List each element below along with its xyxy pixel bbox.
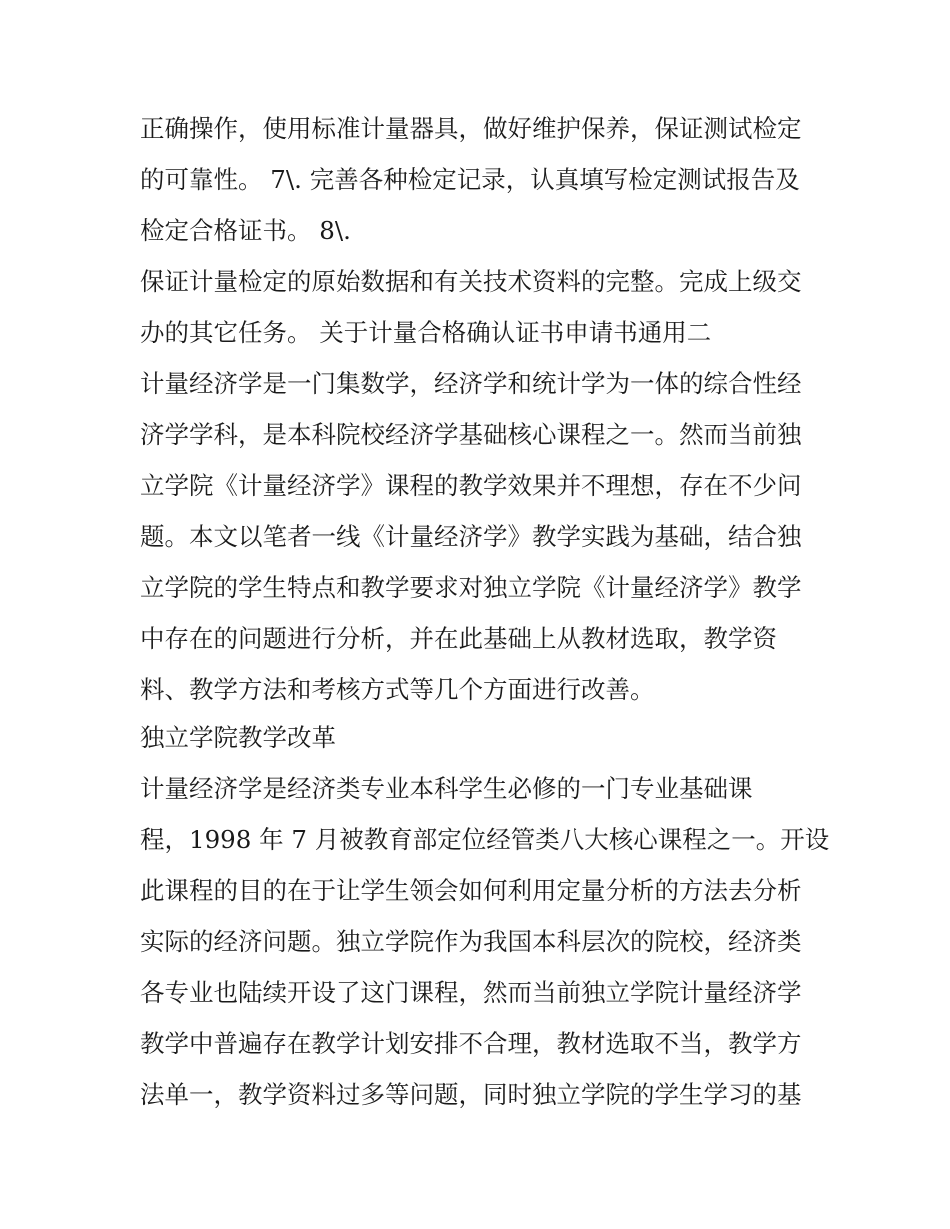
text-line: 济学学科，是本科院校经济学基础核心课程之一。然而当前独 — [140, 420, 802, 449]
text-line: 教学中普遍存在教学计划安排不合理，教材选取不当，教学方 — [140, 1029, 802, 1058]
text-line: 程，1998 年 7 月被教育部定位经管类八大核心课程之一。开设 — [140, 825, 830, 854]
text-line: 的可靠性。 7\. 完善各种检定记录，认真填写检定测试报告及 — [140, 165, 800, 194]
text-line: 实际的经济问题。独立学院作为我国本科层次的院校，经济类 — [140, 927, 802, 956]
section-heading: 独立学院教学改革 — [140, 723, 336, 752]
text-line: 计量经济学是经济类专业本科学生必修的一门专业基础课 — [140, 774, 753, 803]
text-line: 立学院的学生特点和教学要求对独立学院《计量经济学》教学 — [140, 573, 802, 602]
text-line: 计量经济学是一门集数学，经济学和统计学为一体的综合性经 — [140, 369, 802, 398]
text-line: 法单一，教学资料过多等问题，同时独立学院的学生学习的基 — [140, 1080, 802, 1109]
text-line: 各专业也陆续开设了这门课程，然而当前独立学院计量经济学 — [140, 978, 802, 1007]
text-line: 检定合格证书。 8\. — [140, 216, 351, 245]
text-line: 料、教学方法和考核方式等几个方面进行改善。 — [140, 675, 655, 704]
text-line: 题。本文以笔者一线《计量经济学》教学实践为基础，结合独 — [140, 522, 802, 551]
text-line: 办的其它任务。 关于计量合格确认证书申请书通用二 — [140, 318, 712, 347]
text-line: 立学院《计量经济学》课程的教学效果并不理想，存在不少问 — [140, 471, 802, 500]
text-line: 正确操作，使用标准计量器具，做好维护保养，保证测试检定 — [140, 114, 802, 143]
text-line: 保证计量检定的原始数据和有关技术资料的完整。完成上级交 — [140, 267, 802, 296]
text-line: 中存在的问题进行分析，并在此基础上从教材选取，教学资 — [140, 624, 777, 653]
text-line: 此课程的目的在于让学生领会如何利用定量分析的方法去分析 — [140, 876, 802, 905]
